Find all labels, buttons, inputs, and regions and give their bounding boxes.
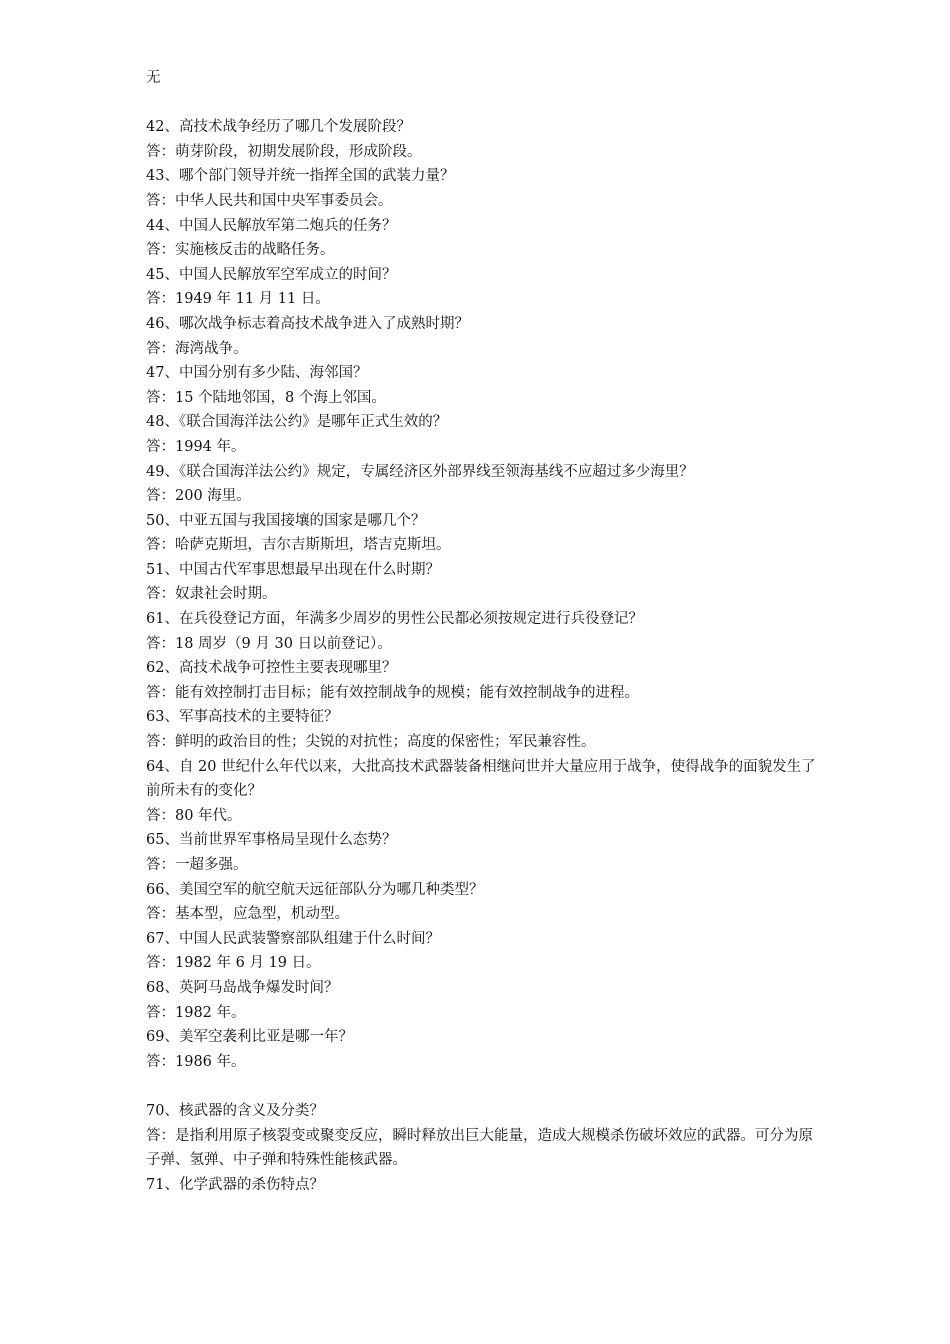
blank-line xyxy=(146,91,816,116)
question-text: 46、哪次战争标志着高技术战争进入了成熟时期？ xyxy=(146,315,469,332)
question-text: 63、军事高技术的主要特征？ xyxy=(146,709,339,726)
question-text: 43、哪个部门领导并统一指挥全国的武装力量？ xyxy=(146,168,455,185)
question-text: 61、在兵役登记方面，年满多少周岁的男性公民都必须按规定进行兵役登记？ xyxy=(146,611,643,628)
question-text: 50、中亚五国与我国接壤的国家是哪几个？ xyxy=(146,512,426,529)
question-text: 64、自 20 世纪什么年代以来，大批高技术武器装备相继问世并大量应用于战争，使得战争的面貌发生了前所未有的变化？ xyxy=(146,758,816,800)
answer-text: 答：奴隶社会时期。 xyxy=(146,586,277,603)
question-text: 69、美军空袭利比亚是哪一年？ xyxy=(146,1029,353,1046)
answer-text: 答：1949 年 11 月 11 日。 xyxy=(146,291,330,308)
question-text: 42、高技术战争经历了哪几个发展阶段？ xyxy=(146,119,411,136)
question-text: 65、当前世界军事格局呈现什么态势？ xyxy=(146,832,397,849)
answer-text: 答：萌芽阶段，初期发展阶段，形成阶段。 xyxy=(146,143,422,160)
answer-text: 答：基本型，应急型，机动型。 xyxy=(146,906,349,923)
answer-text: 答：是指利用原子核裂变或聚变反应，瞬时释放出巨大能量，造成大规模杀伤破坏效应的武器。可分为原子弹、氢弹、中子弹和特殊性能核武器。 xyxy=(146,1127,813,1169)
answer-text: 答：1982 年 6 月 19 日。 xyxy=(146,955,321,972)
qa-list-primary xyxy=(146,115,816,1074)
question-text: 49、《联合国海洋法公约》规定，专属经济区外部界线至领海基线不应超过多少海里？ xyxy=(146,463,694,480)
question-text: 66、美国空军的航空航天远征部队分为哪几种类型？ xyxy=(146,881,484,898)
document-body xyxy=(146,66,816,1197)
question-text: 68、英阿马岛战争爆发时间？ xyxy=(146,979,339,996)
question-text: 62、高技术战争可控性主要表现哪里？ xyxy=(146,660,397,677)
question-text: 67、中国人民武装警察部队组建于什么时间？ xyxy=(146,930,440,947)
answer-text: 答：能有效控制打击目标；能有效控制战争的规模；能有效控制战争的进程。 xyxy=(146,684,639,701)
question-text: 48、《联合国海洋法公约》是哪年正式生效的？ xyxy=(146,414,448,431)
answer-text: 答：1994 年。 xyxy=(146,438,246,455)
answer-text: 答：中华人民共和国中央军事委员会。 xyxy=(146,192,393,209)
answer-text: 答：1986 年。 xyxy=(146,1053,246,1070)
question-text: 45、中国人民解放军空军成立的时间？ xyxy=(146,266,397,283)
top-line: 无 xyxy=(146,70,161,86)
answer-text: 答：1982 年。 xyxy=(146,1004,246,1021)
blank-line xyxy=(146,1074,816,1099)
answer-text: 答：海湾战争。 xyxy=(146,340,248,357)
answer-text: 答：哈萨克斯坦，吉尔吉斯斯坦，塔吉克斯坦。 xyxy=(146,537,451,554)
answer-text: 答：实施核反击的战略任务。 xyxy=(146,242,335,259)
answer-text: 答：80 年代。 xyxy=(146,807,242,824)
question-text: 44、中国人民解放军第二炮兵的任务？ xyxy=(146,217,397,234)
answer-text: 答：18 周岁（9 月 30 日以前登记）。 xyxy=(146,635,392,652)
answer-text: 答：鲜明的政治目的性；尖锐的对抗性；高度的保密性；军民兼容性。 xyxy=(146,734,596,751)
question-text: 71、化学武器的杀伤特点？ xyxy=(146,1176,324,1193)
answer-text: 答：一超多强。 xyxy=(146,857,248,873)
answer-text: 答：15 个陆地邻国，8 个海上邻国。 xyxy=(146,389,386,406)
answer-text: 答：200 海里。 xyxy=(146,488,251,505)
qa-list-secondary xyxy=(146,1099,816,1197)
question-text: 70、核武器的含义及分类？ xyxy=(146,1102,324,1119)
question-text: 47、中国分别有多少陆、海邻国？ xyxy=(146,365,368,382)
question-text: 51、中国古代军事思想最早出现在什么时期？ xyxy=(146,561,440,578)
